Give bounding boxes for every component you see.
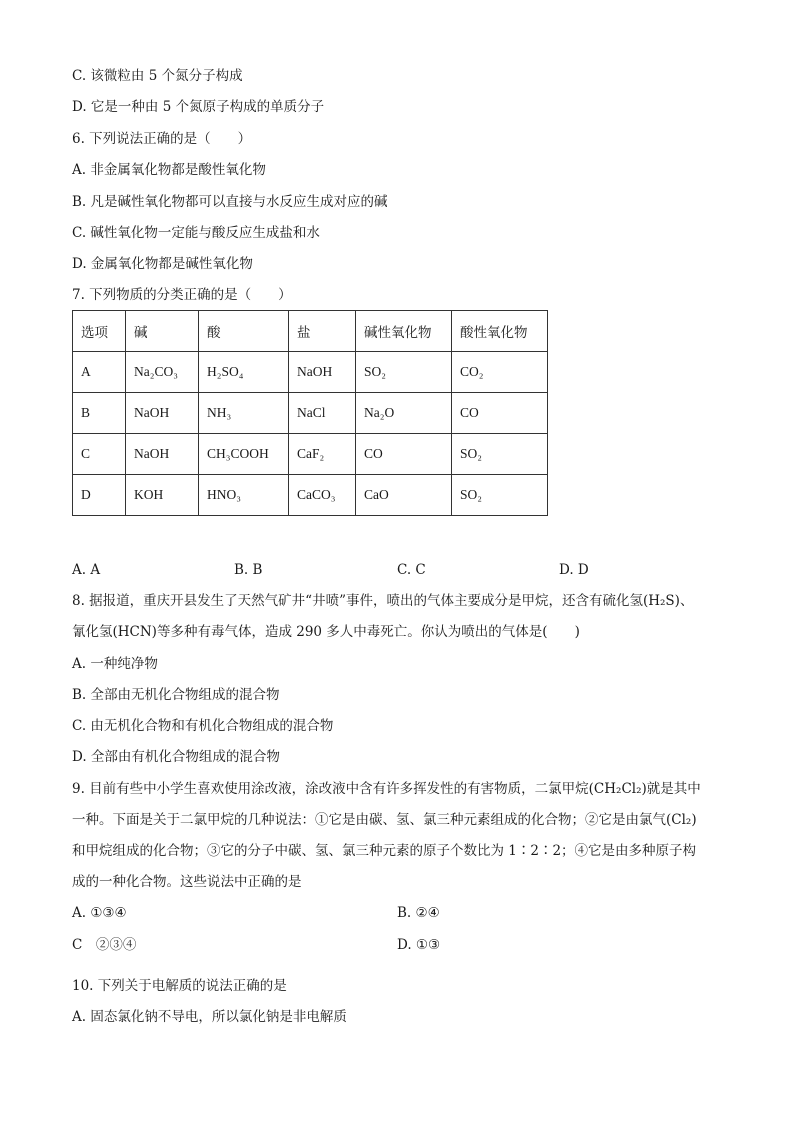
- q8-option-a: A. 一种纯净物: [72, 656, 158, 672]
- table-cell: H₂SO₄: [199, 352, 289, 393]
- q6-option-a: A. 非金属氧化物都是酸性氧化物: [72, 162, 266, 178]
- q7-option-b: B. B: [234, 562, 263, 578]
- q7-option-a: A. A: [72, 562, 101, 578]
- table-header-row: [73, 311, 548, 352]
- table-cell: SO₂: [452, 434, 548, 475]
- table-row: [73, 475, 548, 516]
- q9-stem-line-4: 成的一种化合物。这些说法中正确的是: [72, 874, 302, 890]
- table-cell: NaOH: [126, 393, 199, 434]
- q9-stem-line-1: 9. 目前有些中小学生喜欢使用涂改液，涂改液中含有许多挥发性的有害物质，二氯甲烷(CH₂Cl₂)就是其中: [72, 781, 701, 797]
- table-cell: NaOH: [126, 434, 199, 475]
- table-header-cell: 选项: [73, 311, 126, 352]
- table-cell: CO: [356, 434, 452, 475]
- table-row: [73, 393, 548, 434]
- table-cell: KOH: [126, 475, 199, 516]
- table-cell: CaO: [356, 475, 452, 516]
- q8-stem-line-1: 8. 据报道，重庆开县发生了天然气矿井“井喷”事件，喷出的气体主要成分是甲烷，还含有硫化氢(H₂S)、: [72, 593, 694, 609]
- q8-option-d: D. 全部由有机化合物组成的混合物: [72, 749, 280, 765]
- q7-option-d: D. D: [559, 562, 589, 578]
- q7-stem: 7. 下列物质的分类正确的是（ ）: [72, 287, 292, 303]
- q7-option-c: C. C: [397, 562, 426, 578]
- table-cell: CO: [452, 393, 548, 434]
- table-row: [73, 352, 548, 393]
- table-cell: D: [73, 475, 126, 516]
- q9-stem-line-3: 和甲烷组成的化合物；③它的分子中碳、氢、氯三种元素的原子个数比为 1∶2∶2；④它是由多种原子构: [72, 843, 697, 859]
- table-cell: NH₃: [199, 393, 289, 434]
- q9-stem-line-2: 一种。下面是关于二氯甲烷的几种说法：①它是由碳、氢、氯三种元素组成的化合物；②它是由氯气(Cl₂): [72, 812, 697, 828]
- table-cell: SO₂: [452, 475, 548, 516]
- table-header-cell: 盐: [289, 311, 356, 352]
- table-cell: NaCl: [289, 393, 356, 434]
- q5-option-c: C. 该微粒由 5 个氮分子构成: [72, 68, 243, 84]
- table-header-cell: 酸: [199, 311, 289, 352]
- table-cell: NaOH: [289, 352, 356, 393]
- q9-option-d: D. ①③: [397, 937, 441, 953]
- table-cell: SO₂: [356, 352, 452, 393]
- q6-option-b: B. 凡是碱性氧化物都可以直接与水反应生成对应的碱: [72, 194, 388, 210]
- q8-stem-line-2: 氰化氢(HCN)等多种有毒气体，造成 290 多人中毒死亡。你认为喷出的气体是( ): [72, 624, 580, 640]
- q6-option-c: C. 碱性氧化物一定能与酸反应生成盐和水: [72, 225, 320, 241]
- q9-option-c: C ②③④: [72, 937, 137, 953]
- table-header-cell: 碱: [126, 311, 199, 352]
- table-cell: Na₂O: [356, 393, 452, 434]
- table-cell: A: [73, 352, 126, 393]
- table-cell: CaCO₃: [289, 475, 356, 516]
- q9-option-b: B. ②④: [397, 905, 440, 921]
- table-cell: CaF₂: [289, 434, 356, 475]
- table-cell: CH₃COOH: [199, 434, 289, 475]
- table-cell: B: [73, 393, 126, 434]
- table-cell: C: [73, 434, 126, 475]
- q8-option-b: B. 全部由无机化合物组成的混合物: [72, 687, 280, 703]
- q8-option-c: C. 由无机化合物和有机化合物组成的混合物: [72, 718, 334, 734]
- table-cell: Na₂CO₃: [126, 352, 199, 393]
- q6-stem: 6. 下列说法正确的是（ ）: [72, 131, 252, 147]
- q5-option-d: D. 它是一种由 5 个氮原子构成的单质分子: [72, 99, 325, 115]
- table-cell: HNO₃: [199, 475, 289, 516]
- table-cell: CO₂: [452, 352, 548, 393]
- q9-option-a: A. ①③④: [72, 905, 127, 921]
- q10-option-a: A. 固态氯化钠不导电，所以氯化钠是非电解质: [72, 1009, 347, 1025]
- q6-option-d: D. 金属氧化物都是碱性氧化物: [72, 256, 253, 272]
- table-header-cell: 酸性氧化物: [452, 311, 548, 352]
- table-header-cell: 碱性氧化物: [356, 311, 452, 352]
- classification-table: [72, 310, 548, 516]
- q10-stem: 10. 下列关于电解质的说法正确的是: [72, 978, 287, 994]
- table-row: [73, 434, 548, 475]
